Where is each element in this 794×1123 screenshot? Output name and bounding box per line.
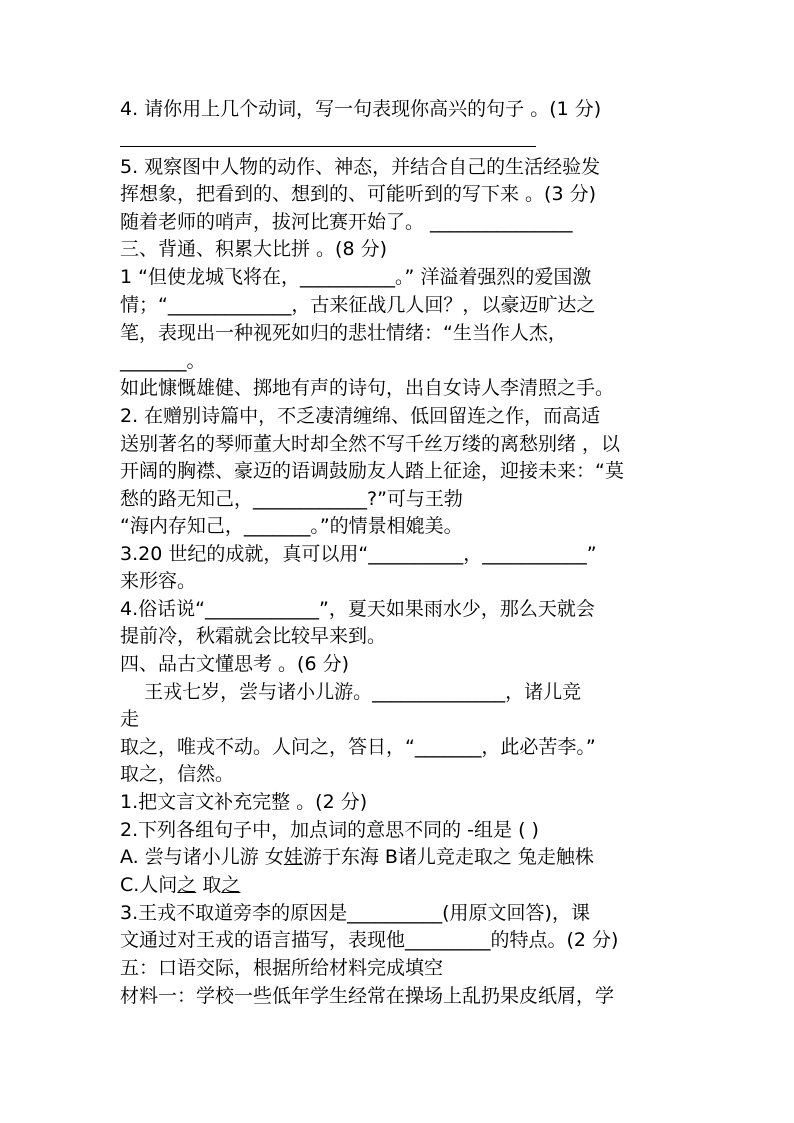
choice-c-pre: C.人问 — [120, 874, 178, 896]
s4-q3-line2: 文通过对王戎的语言描写，表现他_________的特点。(2 分) — [120, 929, 619, 951]
q5-observe-picture-cont: 挥想象，把看到的、想到的、可能听到的写下来 。(3 分) — [120, 183, 596, 205]
s3-q3-line2: 来形容。 — [120, 570, 197, 592]
section-4-heading: 四、品古文懂思考 。(6 分) — [120, 653, 349, 675]
s4-q1: 1.把文言文补充完整 。(2 分) — [120, 791, 368, 813]
answer-line — [120, 146, 536, 147]
choice-a-marked-char: 娃 — [283, 846, 303, 868]
s3-q1-line5: 如此慷慨雄健、掷地有声的诗句，出自女诗人李清照之手。 — [120, 377, 615, 399]
s3-q1-line1: 1 “但使龙城飞将在，__________。” 洋溢着强烈的爱国激 — [120, 266, 592, 288]
s3-q2-line2: 送别著名的琴师董大时却全然不写千丝万缕的离愁别绪 ，以 — [120, 433, 621, 455]
choice-c-marked-char-1: 之 — [177, 874, 197, 896]
choice-a-pre: A. 尝与诸小儿游 女 — [120, 846, 284, 868]
q5-observe-picture: 5. 观察图中人物的动作、神态，并结合自己的生活经验发 — [120, 156, 601, 178]
s3-q3-line1: 3.20 世纪的成就，真可以用“__________，___________” — [120, 543, 597, 565]
section-5-heading: 五：口语交际，根据所给材料完成填空 — [120, 957, 444, 979]
section-3-heading: 三、背通、积累大比拼 。(8 分) — [120, 238, 387, 260]
choice-c-marked-char-2: 之 — [221, 874, 241, 896]
s3-q4-line1: 4.俗话说“____________”，夏天如果雨水少，那么天就会 — [120, 598, 595, 620]
s3-q2-line5: “海内存知己，_______。”的情景相媲美。 — [120, 515, 463, 537]
q5-answer-prompt: 随着老师的哨声，拔河比赛开始了。 _______________ — [120, 211, 573, 233]
s4-q2: 2.下列各组句子中，加点词的意思不同的 -组是 ( ) — [120, 819, 539, 841]
classical-text-line3: 取之，唯戎不动。人问之，答日，“_______，此必苦李。” — [120, 736, 596, 758]
s3-q2-line4: 愁的路无知己，____________?”可与王勃 — [120, 488, 463, 510]
s3-q2-line3: 开阔的胸襟、豪迈的语调鼓励友人踏上征途，迎接未来：“莫 — [120, 460, 624, 482]
classical-text-line2: 走 — [120, 708, 140, 730]
choice-a-post: 游于东海 B诸儿竞走取之 兔走触株 — [302, 846, 594, 868]
s4-q2-choice-c — [120, 872, 240, 899]
s3-q1-line3: 笔，表现出一种视死如归的悲壮情绪：“生当作人杰， — [120, 322, 567, 344]
s4-q3-line1: 3.王戎不取道旁李的原因是__________(用原文回答)，课 — [120, 902, 590, 924]
material-1-line1: 材料一：学校一些低年学生经常在操场上乱扔果皮纸屑，学 — [120, 985, 615, 1007]
s4-q2-choices-a-b — [120, 844, 594, 871]
classical-text-line1: 王戎七岁，尝与诸小儿游。______________，诸儿竞 — [120, 681, 582, 703]
s3-q1-line4: _______。 — [120, 350, 206, 372]
classical-text-line4: 取之，信然。 — [120, 763, 235, 785]
q4-verbs-sentence: 4. 请你用上几个动词，写一句表现你高兴的句子 。(1 分) — [120, 98, 602, 120]
s3-q2-line1: 2. 在赠别诗篇中，不乏凄清缠绵、低回留连之作，而高适 — [120, 405, 601, 427]
s3-q4-line2: 提前冷，秋霜就会比较早来到。 — [120, 625, 387, 647]
choice-c-mid: 取 — [196, 874, 222, 896]
s3-q1-line2: 情；“_____________，古来征战几人回？，以豪迈旷达之 — [120, 294, 596, 316]
